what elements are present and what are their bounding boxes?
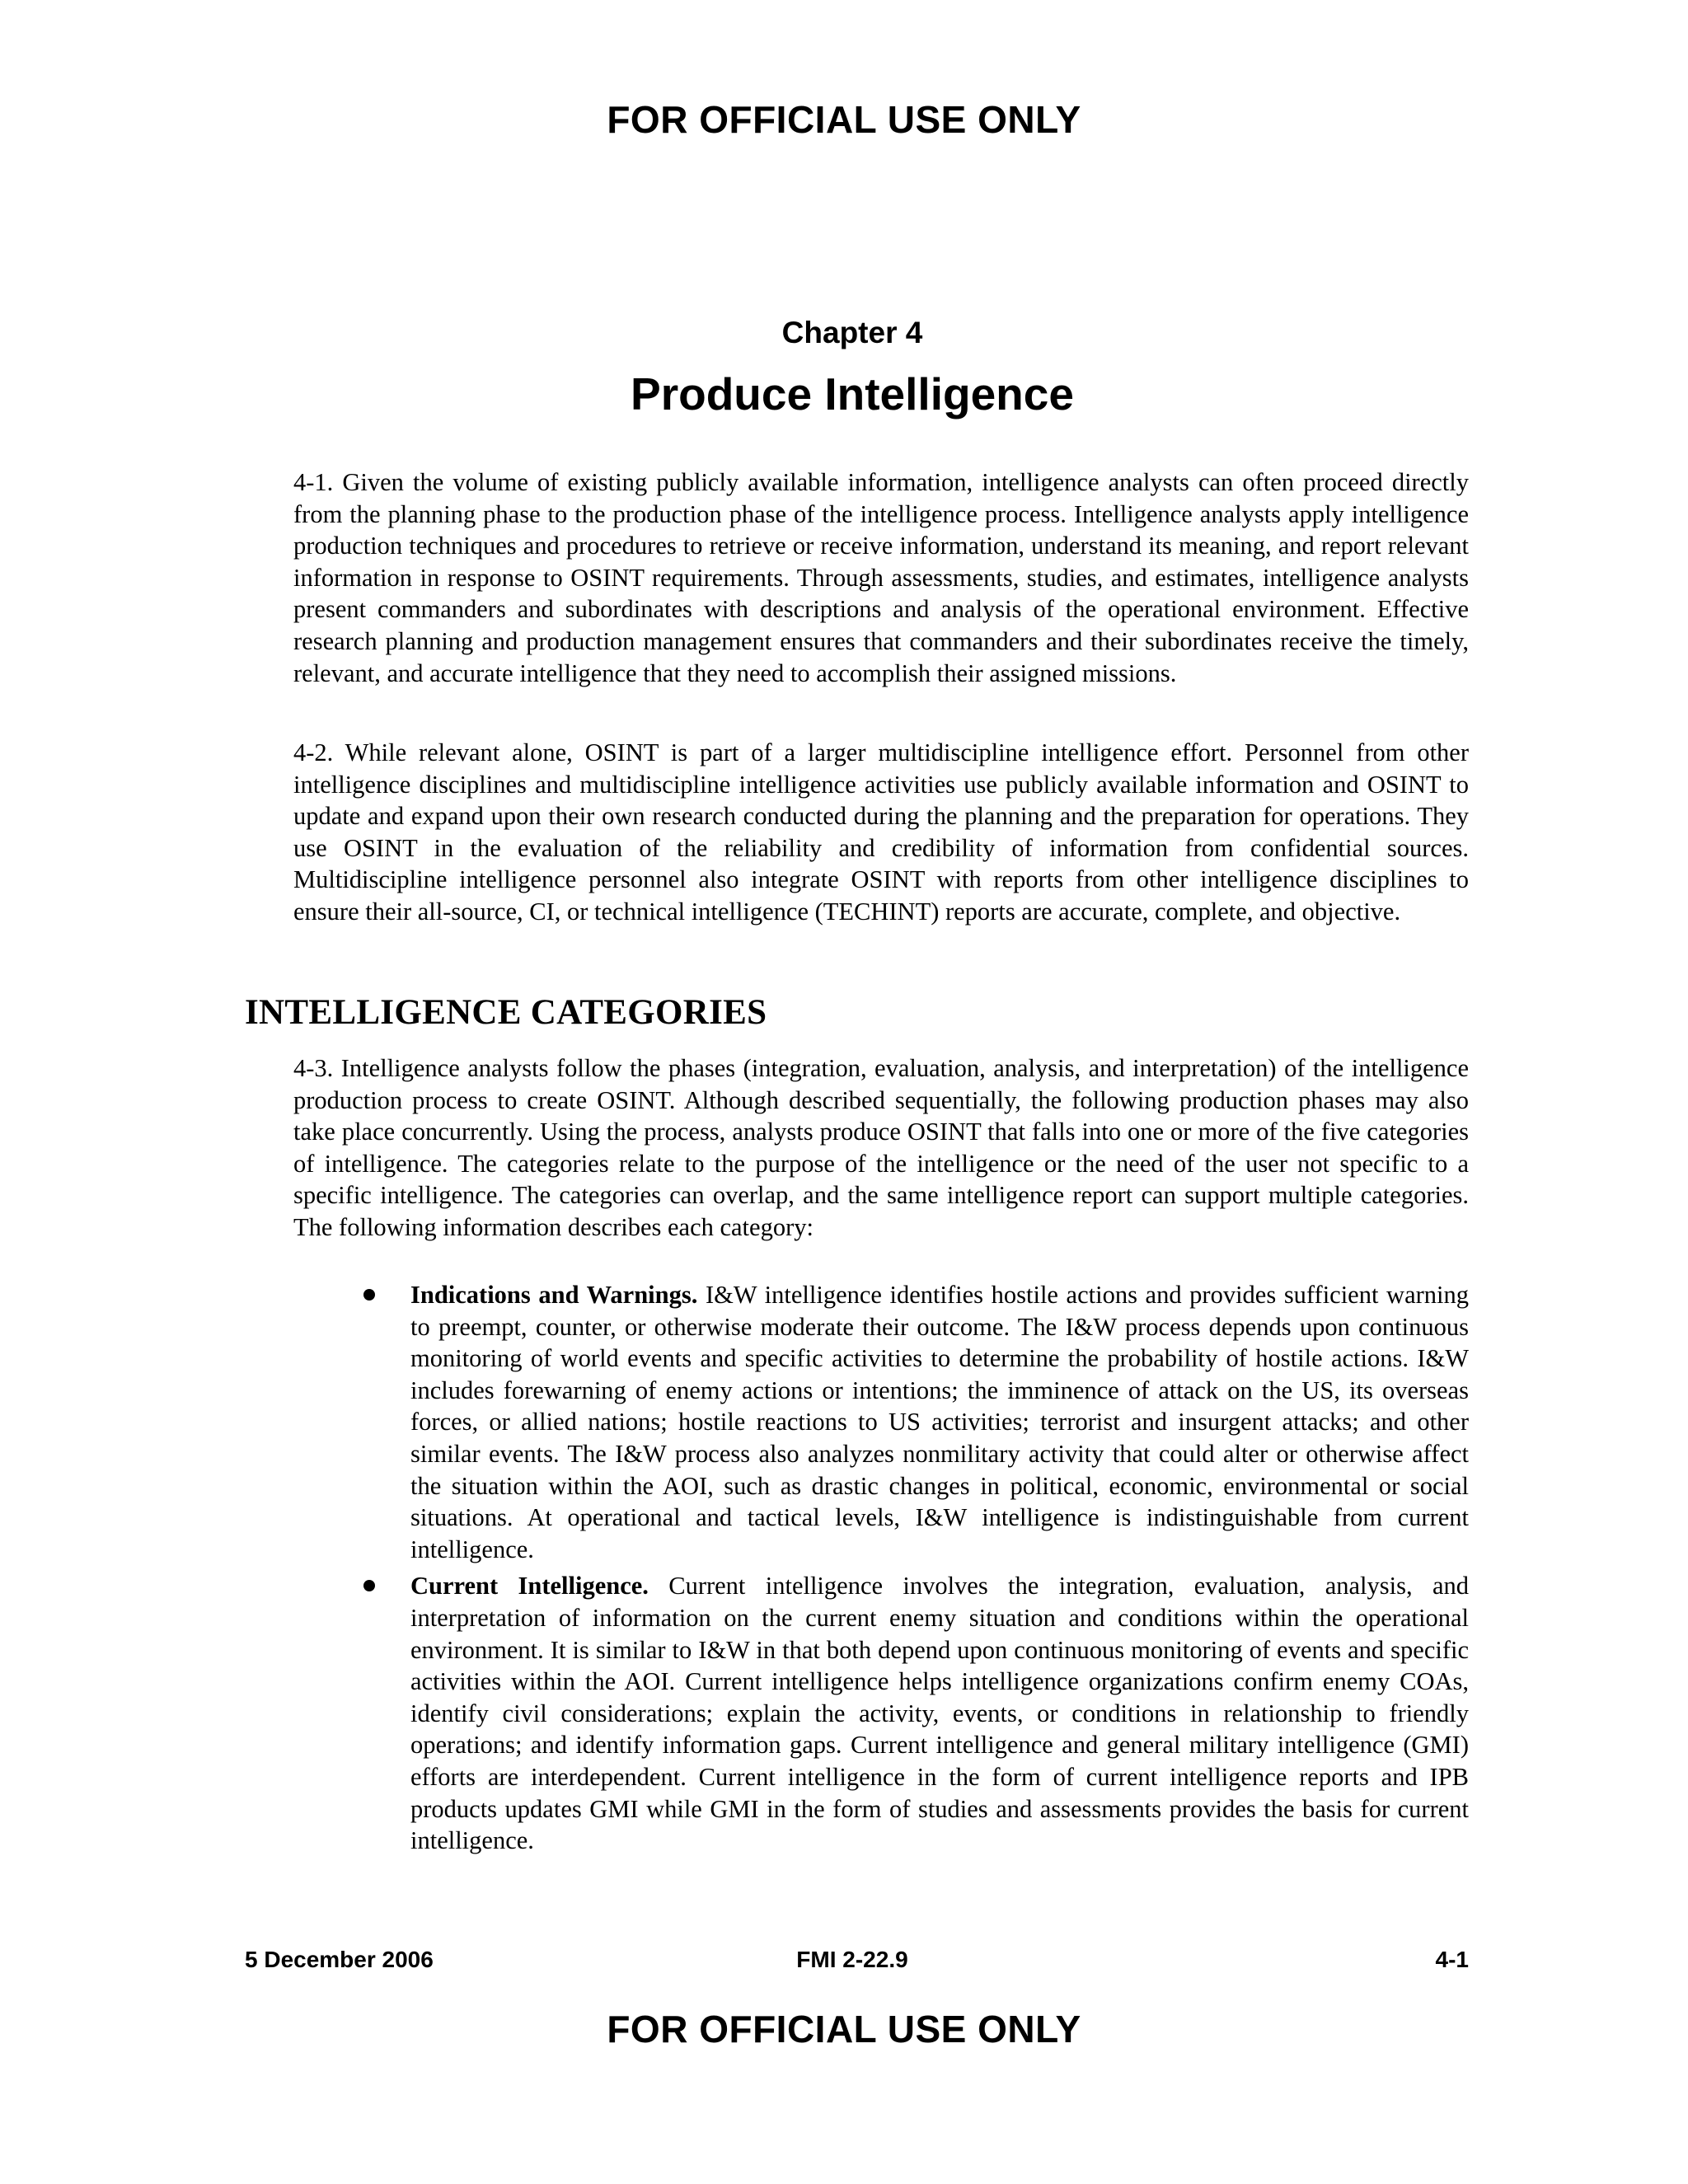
bullet-text: I&W intelligence identifies hostile actions and provides sufficient warning to preempt, counter, or otherwise moderate their outcome. The I&W process depends upon continuous monitoring of world events and specific activities to determine the probability of hostile actions. I&W includes forewarning of enemy actions or intentions; the imminence of attack on the US, its overseas forces, or allied nations; hostile reactions to US activities; terrorist and insurgent attacks; and other similar events. The I&W process also analyzes nonmilitary activity that could alter or otherwise affect the situation within the AOI, such as drastic changes in political, economic, environmental or social situations. At operational and tactical levels, I&W intelligence is indistinguishable from current intelligence. xyxy=(410,1281,1469,1563)
classification-banner-bottom: FOR OFFICIAL USE ONLY xyxy=(607,2008,1081,2050)
chapter-label: Chapter 4 xyxy=(781,316,923,349)
bullet-icon xyxy=(363,1289,375,1301)
footer-document-id: FMI 2-22.9 xyxy=(796,1947,908,1972)
section-heading: INTELLIGENCE CATEGORIES xyxy=(245,993,767,1032)
classification-banner-top: FOR OFFICIAL USE ONLY xyxy=(607,98,1081,141)
bullet-lead: Current Intelligence. xyxy=(410,1572,649,1601)
bullet-text: Current intelligence involves the integration, evaluation, analysis, and interpretation of information on the current enemy situation and conditions within the operational environment. It is similar to I&W in that both depend upon continuous monitoring of events and specific activities within the AOI. Current intelligence helps intelligence organizations confirm enemy COAs, identify civil considerations; explain the activity, events, or conditions in relationship to friendly operations; and identify information gaps. Current intelligence and general military intelligence (GMI) efforts are interdependent. Current intelligence in the form of current intelligence reports and IPB products updates GMI while GMI in the form of studies and assessments provides the basis for current intelligence. xyxy=(410,1572,1469,1855)
footer-page-number: 4-1 xyxy=(1435,1947,1469,1972)
list-item xyxy=(293,1279,1469,1565)
bullet-icon xyxy=(363,1580,375,1591)
list-item xyxy=(293,1570,1469,1856)
paragraph-4-1: 4-1. Given the volume of existing publicly available information, intelligence analysts can often proceed directly from the planning phase to the production phase of the intelligence process. Intelligence analysts apply intelligence production techniques and procedures to retrieve or receive information, understand its meaning, and report relevant information in response to OSINT requirements. Through assessments, studies, and estimates, intelligence analysts present commanders and subordinates with descriptions and analysis of the operational environment. Effective research planning and production management ensures that commanders and their subordinates receive the timely, relevant, and accurate intelligence that they need to accomplish their assigned missions. xyxy=(293,468,1469,687)
chapter-title: Produce Intelligence xyxy=(631,368,1074,419)
bullet-lead: Indications and Warnings. xyxy=(410,1281,698,1309)
footer-date: 5 December 2006 xyxy=(245,1947,434,1972)
paragraph-4-2: 4-2. While relevant alone, OSINT is part of a larger multidiscipline intelligence effort. Personnel from other intelligence disciplines and multidiscipline intelligence activities use publicly available information and OSINT to update and expand upon their own research conducted during the planning and the preparation for operations. They use OSINT in the evaluation of the reliability and credibility of information from confidential sources. Multidiscipline intelligence personnel also integrate OSINT with reports from other intelligence disciplines to ensure their all-source, CI, or technical intelligence (TECHINT) reports are accurate, complete, and objective. xyxy=(293,738,1469,926)
category-list xyxy=(293,1279,1469,1862)
paragraph-4-3: 4-3. Intelligence analysts follow the phases (integration, evaluation, analysis, and interpretation) of the intelligence production process to create OSINT. Although described sequentially, the following production phases may also take place concurrently. Using the process, analysts produce OSINT that falls into one or more of the five categories of intelligence. The categories relate to the purpose of the intelligence or the need of the user not specific to a specific intelligence. The categories can overlap, and the same intelligence report can support multiple categories. The following information describes each category: xyxy=(293,1054,1469,1241)
